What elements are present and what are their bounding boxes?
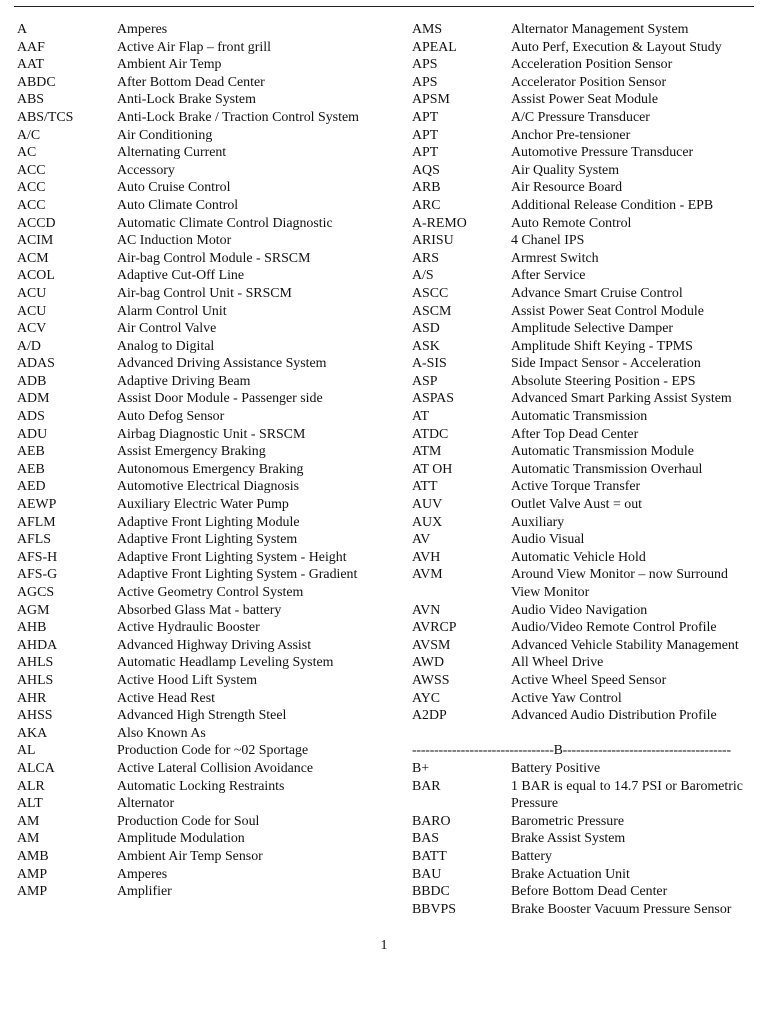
entry-definition: Accelerator Position Sensor — [511, 74, 667, 90]
entry-definition: Air-bag Control Unit - SRSCM — [117, 285, 292, 301]
entry-definition: Audio/Video Remote Control Profile — [511, 620, 717, 636]
entry-abbreviation: ACM — [17, 250, 49, 266]
entry-definition: After Bottom Dead Center — [117, 74, 265, 90]
entry-abbreviation: AMS — [412, 22, 443, 37]
glossary-entry — [17, 619, 382, 637]
glossary-entry — [17, 566, 382, 584]
glossary-entry — [17, 179, 382, 197]
entry-definition: Production Code for Soul — [117, 813, 260, 829]
entry-definition: All Wheel Drive — [511, 655, 604, 671]
entry-abbreviation: AUV — [412, 497, 443, 513]
entry-abbreviation: AHDA — [17, 637, 58, 653]
entry-abbreviation: AHSS — [17, 708, 53, 724]
entry-abbreviation: AMB — [17, 848, 49, 864]
entry-abbreviation: AKA — [17, 725, 48, 741]
entry-abbreviation: AHR — [17, 690, 47, 706]
entry-definition: Battery — [511, 848, 552, 864]
entry-abbreviation: ASCC — [412, 285, 449, 301]
glossary-entry — [17, 760, 382, 778]
entry-definition: After Top Dead Center — [511, 426, 639, 442]
entry-abbreviation: ASK — [412, 338, 440, 354]
glossary-entry — [17, 21, 382, 39]
entry-abbreviation: AWD — [412, 655, 445, 671]
entry-definition: Accessory — [117, 162, 175, 178]
entry-definition: Auto Defog Sensor — [117, 409, 225, 425]
entry-abbreviation: APEAL — [412, 39, 457, 55]
entry-abbreviation: ALR — [17, 778, 45, 794]
glossary-entry — [412, 760, 757, 778]
entry-definition: Also Known As — [117, 725, 206, 741]
entry-abbreviation: ABS — [17, 92, 45, 108]
glossary-entry — [412, 426, 757, 444]
glossary-entry — [17, 232, 382, 250]
glossary-entry — [412, 127, 757, 145]
glossary-entry — [412, 197, 757, 215]
entry-abbreviation: APT — [412, 109, 439, 125]
entry-definition: Amperes — [117, 22, 168, 37]
glossary-entry — [412, 496, 757, 514]
entry-definition: Adaptive Front Lighting System - Height — [117, 549, 347, 565]
glossary-entry — [17, 285, 382, 303]
entry-abbreviation: A-SIS — [412, 356, 447, 372]
glossary-entry — [412, 478, 757, 496]
entry-definition: Active Air Flap – front grill — [117, 39, 271, 55]
glossary-entry — [17, 883, 382, 901]
glossary-entry — [17, 637, 382, 655]
entry-abbreviation: AEB — [17, 444, 45, 460]
glossary-entry — [412, 162, 757, 180]
entry-definition: Advanced Vehicle Stability Management — [511, 637, 739, 653]
glossary-entry — [412, 619, 757, 637]
entry-abbreviation: AM — [17, 831, 40, 847]
entry-abbreviation: A-REMO — [412, 215, 467, 231]
glossary-entry — [412, 250, 757, 268]
entry-abbreviation: ARB — [412, 180, 441, 196]
glossary-entry — [17, 725, 382, 743]
entry-definition: Assist Power Seat Control Module — [511, 303, 704, 319]
glossary-entry — [412, 144, 757, 162]
entry-definition: Advanced High Strength Steel — [117, 708, 287, 724]
entry-abbreviation: AM — [17, 813, 40, 829]
entry-definition: Airbag Diagnostic Unit - SRSCM — [117, 426, 306, 442]
entry-abbreviation: ARISU — [412, 233, 454, 249]
glossary-entry — [412, 267, 757, 285]
entry-definition: Ambient Air Temp — [117, 57, 222, 73]
right-column — [412, 21, 757, 918]
entry-abbreviation: ASD — [412, 321, 440, 337]
entry-abbreviation: BAS — [412, 831, 440, 847]
entry-abbreviation: AFS-G — [17, 567, 58, 583]
entry-definition: AC Induction Motor — [117, 233, 232, 249]
entry-definition: Advanced Highway Driving Assist — [117, 637, 312, 653]
glossary-entry — [17, 707, 382, 725]
entry-definition: Active Lateral Collision Avoidance — [117, 760, 314, 776]
glossary-entry — [412, 549, 757, 567]
entry-definition: Adaptive Front Lighting Module — [117, 514, 300, 530]
entry-abbreviation: AMP — [17, 884, 48, 900]
entry-definition: Active Hydraulic Booster — [117, 620, 260, 636]
glossary-entry — [17, 866, 382, 884]
entry-abbreviation: ADB — [17, 373, 47, 389]
entry-definition: Air Control Valve — [117, 321, 217, 337]
entry-abbreviation: ACC — [17, 180, 46, 196]
entry-abbreviation: AED — [17, 479, 46, 495]
glossary-entry — [412, 883, 757, 901]
entry-abbreviation: ACU — [17, 285, 47, 301]
entry-abbreviation: AYC — [412, 690, 441, 706]
glossary-entry — [17, 162, 382, 180]
entry-abbreviation: ADU — [17, 426, 48, 442]
entry-definition: Adaptive Cut-Off Line — [117, 268, 245, 284]
entry-definition: Active Hood Lift System — [117, 672, 258, 688]
entry-definition: Auto Perf, Execution & Layout Study — [511, 39, 722, 55]
entry-abbreviation: AV — [412, 532, 431, 548]
entry-abbreviation: ABS/TCS — [17, 109, 74, 125]
entry-abbreviation: APT — [412, 145, 439, 161]
entry-definition: Alternating Current — [117, 145, 227, 161]
glossary-entry — [412, 74, 757, 92]
glossary-entry — [17, 549, 382, 567]
entry-abbreviation: A2DP — [412, 708, 447, 724]
entry-definition: Air Resource Board — [511, 180, 623, 196]
entry-abbreviation: APSM — [412, 92, 450, 108]
entry-abbreviation: ADM — [17, 391, 50, 407]
entry-abbreviation: ATM — [412, 444, 442, 460]
entry-definition: Audio Visual — [511, 532, 585, 548]
glossary-entry — [412, 285, 757, 303]
entry-abbreviation: AVN — [412, 602, 441, 618]
glossary-entry — [412, 461, 757, 479]
glossary-entry — [412, 830, 757, 848]
entry-definition: Alternator — [117, 796, 175, 812]
top-rule — [14, 6, 754, 7]
glossary-entry — [412, 901, 757, 919]
entry-abbreviation: AT — [412, 409, 429, 425]
entry-definition: Automatic Locking Restraints — [117, 778, 285, 794]
entry-abbreviation: A — [17, 22, 28, 37]
entry-definition: 4 Chanel IPS — [511, 233, 585, 249]
entry-abbreviation: BAR — [412, 778, 441, 794]
entry-definition: Automotive Electrical Diagnosis — [117, 479, 300, 495]
entry-definition: Alarm Control Unit — [117, 303, 227, 319]
entry-definition: Audio Video Navigation — [511, 602, 648, 618]
entry-abbreviation: ALCA — [17, 760, 55, 776]
glossary-entry — [412, 39, 757, 57]
entry-definition: Anti-Lock Brake / Traction Control System — [117, 109, 359, 125]
entry-definition: Active Head Rest — [117, 690, 215, 706]
glossary-entry — [412, 672, 757, 690]
entry-abbreviation: AT OH — [412, 461, 453, 477]
glossary-entry — [412, 602, 757, 620]
glossary-entry — [17, 39, 382, 57]
glossary-entry — [412, 778, 757, 813]
entry-definition: Battery Positive — [511, 760, 601, 776]
entry-abbreviation: ARC — [412, 197, 441, 213]
glossary-entry — [412, 443, 757, 461]
left-column — [17, 21, 382, 901]
entry-abbreviation: AFLS — [17, 532, 51, 548]
entry-abbreviation: ACC — [17, 197, 46, 213]
glossary-entry — [17, 848, 382, 866]
entry-definition: 1 BAR is equal to 14.7 PSI or Barometric Pressure — [511, 778, 743, 812]
entry-definition: Ambient Air Temp Sensor — [117, 848, 263, 864]
glossary-entry — [412, 56, 757, 74]
glossary-entry — [412, 390, 757, 408]
entry-definition: Automatic Headlamp Leveling System — [117, 655, 334, 671]
entry-definition: Brake Actuation Unit — [511, 866, 630, 882]
glossary-entry — [412, 215, 757, 233]
glossary-entry — [17, 303, 382, 321]
entry-definition: Adaptive Driving Beam — [117, 373, 251, 389]
entry-definition: Amplitude Selective Damper — [511, 321, 674, 337]
glossary-entry — [412, 303, 757, 321]
entry-abbreviation: ATT — [412, 479, 438, 495]
entry-definition: Anchor Pre-tensioner — [511, 127, 631, 143]
entry-abbreviation: ABDC — [17, 74, 56, 90]
glossary-entry — [412, 566, 757, 601]
entry-definition: Automatic Vehicle Hold — [511, 549, 646, 565]
glossary-entry — [17, 742, 382, 760]
entry-definition: After Service — [511, 268, 586, 284]
glossary-entry — [412, 514, 757, 532]
entry-abbreviation: AFLM — [17, 514, 56, 530]
entry-definition: Advanced Audio Distribution Profile — [511, 708, 717, 724]
glossary-entry — [412, 637, 757, 655]
glossary-entry — [17, 443, 382, 461]
entry-definition: Adaptive Front Lighting System - Gradient — [117, 567, 358, 583]
entry-abbreviation: ATDC — [412, 426, 449, 442]
section-gap — [412, 725, 757, 743]
entry-abbreviation: AHLS — [17, 672, 54, 688]
entry-abbreviation: AUX — [412, 514, 443, 530]
entry-abbreviation: ADS — [17, 409, 45, 425]
entry-abbreviation: APS — [412, 57, 438, 73]
page-number: 1 — [380, 938, 388, 953]
entry-definition: Advance Smart Cruise Control — [511, 285, 683, 301]
entry-abbreviation: AVSM — [412, 637, 451, 653]
glossary-entry — [412, 21, 757, 39]
glossary-entry — [412, 109, 757, 127]
glossary-entry — [412, 690, 757, 708]
entry-abbreviation: ALT — [17, 796, 43, 812]
entry-abbreviation: BARO — [412, 813, 451, 829]
entry-definition: Air Conditioning — [117, 127, 213, 143]
glossary-entry — [17, 197, 382, 215]
entry-abbreviation: AQS — [412, 162, 440, 178]
entry-definition: A/C Pressure Transducer — [511, 109, 650, 125]
entry-definition: Automatic Transmission Module — [511, 444, 694, 460]
entry-definition: Amplifier — [117, 884, 172, 900]
entry-abbreviation: ARS — [412, 250, 440, 266]
entry-definition: Before Bottom Dead Center — [511, 884, 668, 900]
glossary-entry — [17, 74, 382, 92]
entry-definition: Acceleration Position Sensor — [511, 57, 673, 73]
entry-definition: Amplitude Modulation — [117, 831, 245, 847]
entry-abbreviation: AFS-H — [17, 549, 58, 565]
glossary-entry — [412, 531, 757, 549]
glossary-entry — [17, 778, 382, 796]
glossary-entry — [17, 144, 382, 162]
entry-abbreviation: ACOL — [17, 268, 55, 284]
glossary-entry — [17, 584, 382, 602]
glossary-entry — [17, 690, 382, 708]
entry-abbreviation: ACIM — [17, 233, 54, 249]
entry-abbreviation: AEB — [17, 461, 45, 477]
entry-definition: Active Yaw Control — [511, 690, 622, 706]
glossary-entry — [412, 355, 757, 373]
entry-definition: Additional Release Condition - EPB — [511, 197, 714, 213]
entry-definition: Air-bag Control Module - SRSCM — [117, 250, 311, 266]
glossary-entry — [17, 267, 382, 285]
glossary-entry — [412, 707, 757, 725]
entry-abbreviation: BBVPS — [412, 901, 457, 917]
entry-abbreviation: AVH — [412, 549, 441, 565]
entry-abbreviation: B+ — [412, 760, 430, 776]
entry-abbreviation: AVRCP — [412, 620, 457, 636]
entry-definition: Outlet Valve Aust = out — [511, 497, 643, 513]
entry-abbreviation: AGCS — [17, 585, 55, 600]
glossary-entry — [17, 795, 382, 813]
glossary-entry — [17, 390, 382, 408]
glossary-entry — [17, 672, 382, 690]
entry-abbreviation: AHB — [17, 620, 47, 636]
entry-definition: Advanced Smart Parking Assist System — [511, 391, 732, 407]
entry-definition: Auto Climate Control — [117, 197, 239, 213]
glossary-entry — [17, 408, 382, 426]
entry-abbreviation: A/D — [17, 338, 41, 354]
entry-abbreviation: ACCD — [17, 215, 56, 231]
entry-definition: Automatic Climate Control Diagnostic — [117, 215, 333, 231]
glossary-entry — [17, 830, 382, 848]
entry-definition: Automotive Pressure Transducer — [511, 145, 694, 161]
entry-abbreviation: ADAS — [17, 356, 55, 372]
entry-definition: Auto Cruise Control — [117, 180, 231, 196]
entry-definition: Amplitude Shift Keying - TPMS — [511, 338, 693, 354]
glossary-entry — [17, 56, 382, 74]
glossary-entry — [412, 408, 757, 426]
entry-definition: Advanced Driving Assistance System — [117, 356, 327, 372]
entry-definition: Assist Power Seat Module — [511, 92, 659, 108]
glossary-entry — [17, 514, 382, 532]
entry-abbreviation: A/S — [412, 268, 434, 284]
glossary-entry — [17, 355, 382, 373]
entry-abbreviation: AGM — [17, 602, 50, 618]
glossary-entry — [412, 373, 757, 391]
entry-definition: Alternator Management System — [511, 22, 689, 37]
entry-definition: Auxiliary — [511, 514, 565, 530]
entry-abbreviation: AVM — [412, 567, 443, 583]
entry-definition: Absolute Steering Position - EPS — [511, 373, 696, 389]
glossary-entry — [412, 866, 757, 884]
entry-definition: Brake Booster Vacuum Pressure Sensor — [511, 901, 732, 917]
entry-definition: Auxiliary Electric Water Pump — [117, 497, 289, 513]
entry-definition: Air Quality System — [511, 162, 620, 178]
entry-abbreviation: APT — [412, 127, 439, 143]
glossary-entry — [17, 109, 382, 127]
entry-abbreviation: BBDC — [412, 884, 450, 900]
entry-definition: Assist Door Module - Passenger side — [117, 391, 323, 407]
entry-abbreviation: AHLS — [17, 655, 54, 671]
glossary-entry — [17, 654, 382, 672]
entry-abbreviation: BATT — [412, 848, 447, 864]
entry-definition: Autonomous Emergency Braking — [117, 461, 304, 477]
glossary-entry — [412, 91, 757, 109]
glossary-entry — [412, 320, 757, 338]
entry-definition: Automatic Transmission — [511, 409, 648, 425]
entry-definition: Amperes — [117, 866, 168, 882]
entry-abbreviation: AEWP — [17, 497, 57, 513]
glossary-entry — [412, 179, 757, 197]
entry-definition: Barometric Pressure — [511, 813, 625, 829]
glossary-entry — [17, 461, 382, 479]
right-column-b-entries — [412, 760, 757, 918]
entry-definition: Active Wheel Speed Sensor — [511, 672, 667, 688]
entry-definition: Automatic Transmission Overhaul — [511, 461, 703, 477]
entry-definition: Around View Monitor – now Surround View Monitor — [511, 567, 728, 600]
entry-abbreviation: ASPAS — [412, 391, 454, 407]
entry-abbreviation: AC — [17, 145, 37, 161]
entry-abbreviation: AWSS — [412, 672, 450, 688]
entry-abbreviation: AAT — [17, 57, 45, 73]
glossary-entry — [17, 91, 382, 109]
glossary-entry — [412, 813, 757, 831]
entry-definition: Active Geometry Control System — [117, 585, 304, 600]
entry-definition: Active Torque Transfer — [511, 479, 641, 495]
entry-definition: Side Impact Sensor - Acceleration — [511, 356, 701, 372]
entry-definition: Absorbed Glass Mat - battery — [117, 602, 282, 618]
section-separator-b: --------------------------------B-------------------------------------- — [412, 743, 731, 759]
entry-definition: Analog to Digital — [117, 338, 215, 354]
glossary-entry — [17, 531, 382, 549]
entry-abbreviation: AL — [17, 743, 36, 759]
entry-abbreviation: ASCM — [412, 303, 452, 319]
glossary-entry — [17, 250, 382, 268]
glossary-entry — [412, 848, 757, 866]
glossary-entry — [412, 232, 757, 250]
entry-definition: Adaptive Front Lighting System — [117, 532, 298, 548]
glossary-entry — [17, 602, 382, 620]
glossary-entry — [17, 320, 382, 338]
entry-abbreviation: A/C — [17, 127, 41, 143]
entry-abbreviation: AMP — [17, 866, 48, 882]
glossary-entry — [412, 654, 757, 672]
entry-definition: Assist Emergency Braking — [117, 444, 266, 460]
entry-definition: Auto Remote Control — [511, 215, 632, 231]
entry-definition: Armrest Switch — [511, 250, 599, 266]
entry-definition: Production Code for ~02 Sportage — [117, 743, 309, 759]
glossary-entry — [17, 215, 382, 233]
glossary-entry — [17, 127, 382, 145]
entry-abbreviation: ACV — [17, 321, 47, 337]
glossary-entry — [17, 426, 382, 444]
entry-definition: Anti-Lock Brake System — [117, 92, 256, 108]
glossary-entry — [17, 478, 382, 496]
entry-definition: Brake Assist System — [511, 831, 626, 847]
entry-abbreviation: AAF — [17, 39, 45, 55]
glossary-entry — [17, 813, 382, 831]
glossary-entry — [412, 338, 757, 356]
right-column-a-entries — [412, 21, 757, 725]
entry-abbreviation: BAU — [412, 866, 442, 882]
glossary-entry — [17, 496, 382, 514]
glossary-entry — [17, 338, 382, 356]
glossary-entry — [17, 373, 382, 391]
entry-abbreviation: ASP — [412, 373, 438, 389]
entry-abbreviation: ACU — [17, 303, 47, 319]
entry-abbreviation: ACC — [17, 162, 46, 178]
entry-abbreviation: APS — [412, 74, 438, 90]
